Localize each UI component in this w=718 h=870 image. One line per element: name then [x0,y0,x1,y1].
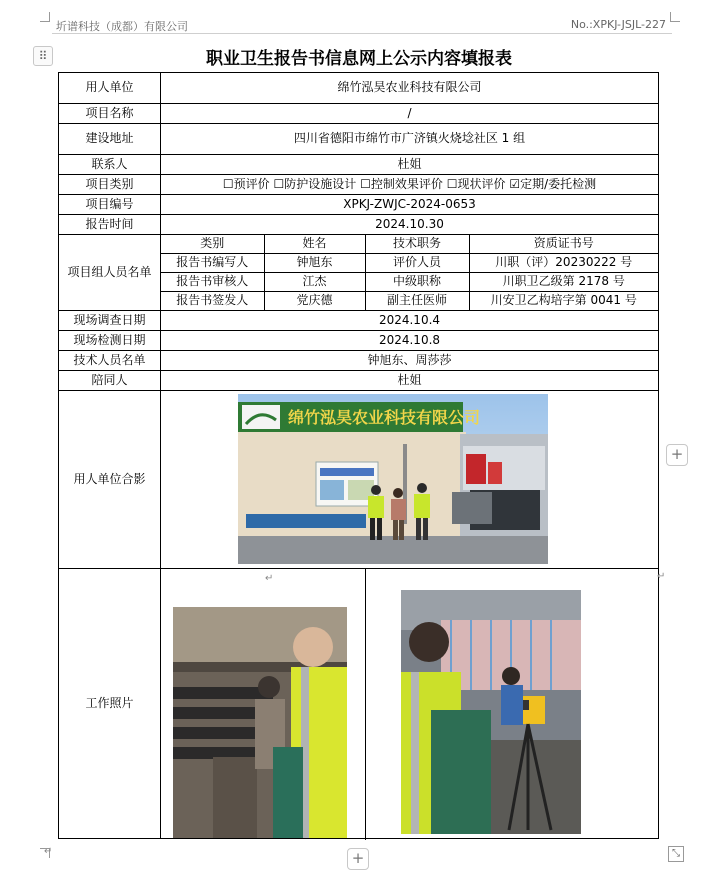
team-cell [161,235,659,311]
table-move-handle[interactable]: ⠿ [33,46,53,66]
label-group-photo: 用人单位合影 [59,391,161,569]
team-role[interactable]: 报告书编写人 [161,254,264,273]
label-project-name: 项目名称 [59,104,161,124]
team-title[interactable]: 副主任医师 [365,292,469,311]
work-photo-right[interactable] [401,590,581,834]
team-table [161,235,658,310]
team-cert[interactable]: 川职（评）20230222 号 [469,254,658,273]
label-team: 项目组人员名单 [59,235,161,311]
label-detect-date: 现场检测日期 [59,331,161,351]
checkbox-icon: ☐ [273,176,285,191]
row-survey-date [59,311,659,331]
team-name[interactable]: 党庆德 [264,292,365,311]
team-title[interactable]: 中级职称 [365,273,469,292]
team-row [161,292,658,311]
value-tech-staff[interactable]: 钟旭东、周莎莎 [161,351,659,371]
category-option[interactable]: ☐预评价 [222,176,270,191]
team-row [161,273,658,292]
value-survey-date[interactable]: 2024.10.4 [161,311,659,331]
margin-corner-mark [670,12,680,22]
checkbox-icon: ☐ [222,176,234,191]
margin-corner-mark [40,12,50,22]
resize-handle-icon[interactable]: ⤡ [668,846,684,862]
label-companion: 陪同人 [59,371,161,391]
row-employer [59,73,659,104]
label-work-photo: 工作照片 [59,569,161,839]
row-companion [59,371,659,391]
team-header: 技术职务 [365,235,469,254]
team-name[interactable]: 钟旭东 [264,254,365,273]
add-column-button[interactable]: + [666,444,688,466]
work-photo-left-image [173,607,347,838]
label-tech-staff: 技术人员名单 [59,351,161,371]
label-contact: 联系人 [59,155,161,175]
value-category [161,175,659,195]
value-companion[interactable]: 杜姐 [161,371,659,391]
label-survey-date: 现场调查日期 [59,311,161,331]
add-row-button[interactable]: + [347,848,369,870]
team-header: 姓名 [264,235,365,254]
row-detect-date [59,331,659,351]
value-report-time[interactable]: 2024.10.30 [161,215,659,235]
team-cert[interactable]: 川职卫乙级第 2178 号 [469,273,658,292]
team-title[interactable]: 评价人员 [365,254,469,273]
row-contact [59,155,659,175]
page-title: 职业卫生报告书信息网上公示内容填报表 [206,49,512,69]
label-report-time: 报告时间 [59,215,161,235]
header-company: 圻谱科技（成都）有限公司 [56,20,188,33]
work-photo-right-image [401,590,581,834]
label-address: 建设地址 [59,124,161,155]
value-address[interactable]: 四川省德阳市绵竹市广济镇火烧埝社区 1 组 [161,124,659,155]
team-role[interactable]: 报告书审核人 [161,273,264,292]
work-photo-divider [365,568,366,840]
category-option[interactable]: ☐防护设施设计 [273,176,357,191]
paragraph-mark: ↵ [657,571,666,582]
team-header: 资质证书号 [469,235,658,254]
category-option[interactable]: ☐现状评价 [446,176,506,191]
team-row [161,254,658,273]
category-option[interactable]: ☐控制效果评价 [360,176,443,191]
row-team [59,235,659,311]
value-employer[interactable]: 绵竹泓昊农业科技有限公司 [161,73,659,104]
value-contact[interactable]: 杜姐 [161,155,659,175]
team-name[interactable]: 江杰 [264,273,365,292]
row-category [59,175,659,195]
group-photo-image [238,394,548,564]
paragraph-mark: ↵ [44,846,53,857]
row-tech-staff [59,351,659,371]
value-detect-date[interactable]: 2024.10.8 [161,331,659,351]
label-category: 项目类别 [59,175,161,195]
group-photo[interactable] [238,394,548,564]
row-report-time [59,215,659,235]
team-cert[interactable]: 川安卫乙构培字第 0041 号 [469,292,658,311]
label-employer: 用人单位 [59,73,161,104]
category-option[interactable]: ☑定期/委托检测 [509,176,597,191]
checkbox-icon: ☐ [360,176,371,191]
checked-checkbox-icon: ☑ [509,176,521,191]
value-project-name[interactable]: / [161,104,659,124]
row-address [59,124,659,155]
value-project-no[interactable]: XPKJ-ZWJC-2024-0653 [161,195,659,215]
row-project-name [59,104,659,124]
sign-text: 绵竹泓昊农业科技有限公司 [288,408,481,427]
team-header-row [161,235,658,254]
checkbox-icon: ☐ [446,176,458,191]
team-header: 类别 [161,235,264,254]
work-photo-left[interactable] [173,607,347,838]
header-rule [52,33,672,34]
team-role[interactable]: 报告书签发人 [161,292,264,311]
row-project-no [59,195,659,215]
paragraph-mark: ↵ [265,573,274,584]
label-project-no: 项目编号 [59,195,161,215]
header-doc-number: No.:XPKJ-JSJL-227 [570,18,666,31]
